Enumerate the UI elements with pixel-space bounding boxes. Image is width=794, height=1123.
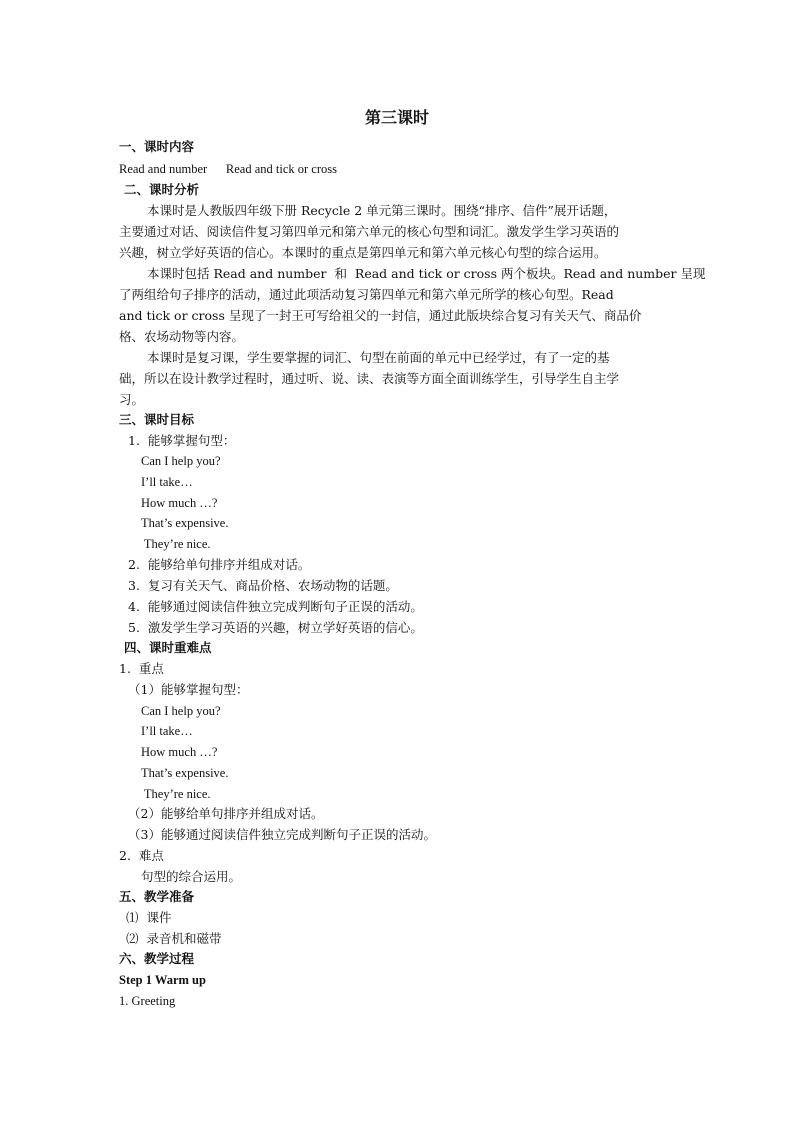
analysis-paragraph-2-line-4: 格、农场动物等内容。 xyxy=(119,329,245,344)
goal-item-4: 4. 能够通过阅读信件独立完成判断句子正误的活动。 xyxy=(128,599,423,614)
preparation-item-2: ⑵ 录音机和磁带 xyxy=(126,931,222,946)
analysis-paragraph-2-line-1: 本课时包括 Read and number 和 Read and tick or cross 两个板块。Read and number 呈现 xyxy=(147,266,706,281)
keypoint-sentence-3: How much …? xyxy=(141,745,218,759)
keypoint-item-1: （1）能够掌握句型： xyxy=(128,682,249,697)
goal-sentence-5: They’re nice. xyxy=(141,537,211,551)
keypoint-item-2: （2）能够给单句排序并组成对话。 xyxy=(128,806,324,821)
goal-sentence-4: That’s expensive. xyxy=(141,516,229,530)
lesson-title: 第三课时 xyxy=(364,108,429,127)
analysis-paragraph-2-line-3: and tick or cross 呈现了一封王可写给祖父的一封信，通过此版块综合复习有关天气、商品价 xyxy=(119,308,642,323)
difficulty-item: 句型的综合运用。 xyxy=(141,869,242,884)
section-goals-heading: 三、课时目标 xyxy=(119,412,195,427)
goal-sentence-3: How much …? xyxy=(141,496,218,510)
analysis-paragraph-1-line-3: 兴趣，树立学好英语的信心。本课时的重点是第四单元和第六单元核心句型的综合运用。 xyxy=(119,245,607,260)
analysis-paragraph-2-line-2: 了两组给句子排序的活动，通过此项活动复习第四单元和第六单元所学的核心句型。Read xyxy=(119,287,614,302)
goal-item-1: 1. 能够掌握句型： xyxy=(128,433,236,448)
keypoint-item-3: （3）能够通过阅读信件独立完成判断句子正误的活动。 xyxy=(128,827,436,842)
keypoint-sentence-5: They’re nice. xyxy=(141,787,211,801)
section-preparation-heading: 五、教学准备 xyxy=(119,889,195,904)
section-content-heading: 一、课时内容 xyxy=(119,139,195,154)
step-1-heading: Step 1 Warm up xyxy=(119,973,206,987)
keypoint-sentence-2: I’ll take… xyxy=(141,724,193,738)
step-1-item-greeting: 1. Greeting xyxy=(119,994,176,1008)
goal-item-2: 2. 能够给单句排序并组成对话。 xyxy=(128,557,311,572)
analysis-paragraph-1-line-2: 主要通过对话、阅读信件复习第四单元和第六单元的核心句型和词汇。激发学生学习英语的 xyxy=(119,224,620,239)
analysis-paragraph-1-line-1: 本课时是人教版四年级下册 Recycle 2 单元第三课时。围绕“排序、信件”展开话题， xyxy=(147,203,617,218)
keypoint-sentence-4: That’s expensive. xyxy=(141,766,229,780)
section-analysis-heading: 二、课时分析 xyxy=(124,182,200,197)
keypoint-sentence-1: Can I help you? xyxy=(141,704,221,718)
section-process-heading: 六、教学过程 xyxy=(119,951,195,966)
content-line: Read and number Read and tick or cross xyxy=(119,162,337,176)
difficulty-heading: 2. 难点 xyxy=(119,848,164,863)
goal-item-3: 3. 复习有关天气、商品价格、农场动物的话题。 xyxy=(128,578,398,593)
analysis-paragraph-3-line-3: 习。 xyxy=(119,392,145,407)
goal-item-5: 5. 激发学生学习英语的兴趣，树立学好英语的信心。 xyxy=(128,620,423,635)
section-keypoints-heading: 四、课时重难点 xyxy=(124,640,212,655)
goal-sentence-1: Can I help you? xyxy=(141,454,221,468)
analysis-paragraph-3-line-2: 础，所以在设计教学过程时，通过听、说、读、表演等方面全面训练学生，引导学生自主学 xyxy=(119,371,620,386)
goal-sentence-2: I’ll take… xyxy=(141,475,193,489)
analysis-paragraph-3-line-1: 本课时是复习课，学生要掌握的词汇、句型在前面的单元中已经学过，有了一定的基 xyxy=(147,350,610,365)
preparation-item-1: ⑴ 课件 xyxy=(126,910,172,925)
keypoint-heading: 1. 重点 xyxy=(119,661,164,676)
